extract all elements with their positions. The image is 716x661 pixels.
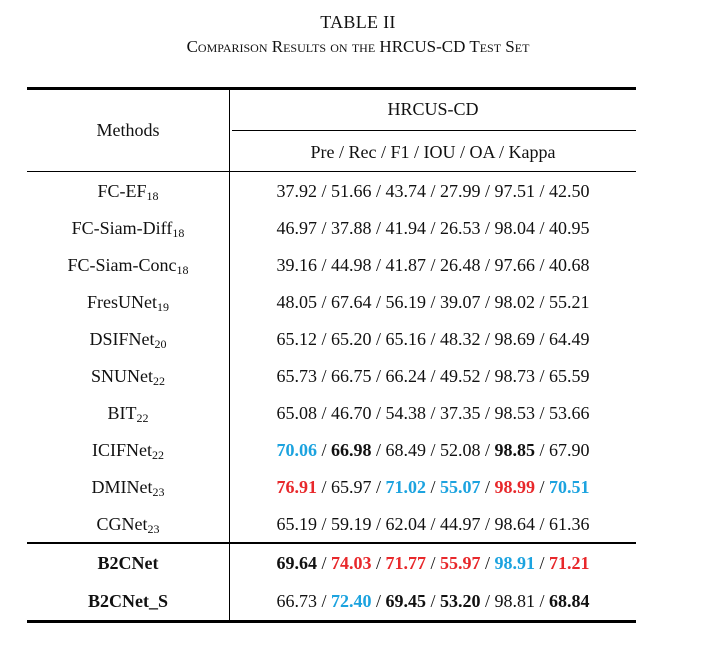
- metric-value: 98.99: [494, 477, 536, 497]
- metric-value: 98.69: [494, 329, 536, 349]
- metric-value: 66.98: [330, 440, 372, 460]
- metric-value: 66.75: [330, 366, 372, 386]
- metric-value: 48.05: [276, 292, 317, 312]
- metric-value: 98.85: [494, 440, 536, 460]
- metric-value: 56.19: [385, 292, 426, 312]
- table-row: [27, 283, 636, 320]
- metric-values: [230, 477, 636, 498]
- metric-values: [230, 181, 636, 202]
- metric-value: 69.45: [385, 591, 426, 611]
- metric-value: 65.08: [276, 403, 317, 423]
- metric-value: 37.35: [440, 403, 481, 423]
- metric-value: 52.08: [440, 440, 481, 460]
- method-name: [27, 329, 229, 352]
- metric-value: 65.19: [276, 514, 317, 534]
- value-separator: /: [316, 255, 331, 275]
- metric-value: 41.94: [385, 218, 426, 238]
- metric-value: 43.74: [385, 181, 426, 201]
- metric-value: 98.81: [494, 591, 536, 611]
- metric-value: 44.97: [440, 514, 481, 534]
- metric-values: [230, 329, 636, 350]
- metric-value: 65.97: [330, 477, 372, 497]
- method-label: FC-Siam-Diff: [71, 218, 173, 238]
- method-name: [27, 181, 229, 204]
- value-separator: /: [316, 181, 331, 201]
- metric-value: 65.59: [549, 366, 590, 386]
- metric-value: 26.48: [440, 255, 481, 275]
- value-separator: /: [425, 553, 440, 573]
- metric-value: 69.64: [276, 553, 317, 573]
- method-label: SNUNet: [91, 366, 153, 386]
- table-row: [27, 505, 636, 542]
- method-label: BIT: [107, 403, 137, 423]
- method-year: 18: [172, 226, 185, 240]
- metric-value: 44.98: [330, 255, 372, 275]
- method-year: 19: [157, 300, 169, 314]
- value-separator: /: [316, 440, 331, 460]
- method-label: FC-Siam-Conc: [67, 255, 177, 275]
- metric-value: 65.20: [330, 329, 372, 349]
- table-row: [27, 209, 636, 246]
- value-separator: /: [535, 329, 550, 349]
- value-separator: /: [535, 477, 550, 497]
- metric-value: 40.95: [549, 218, 590, 238]
- value-separator: /: [425, 477, 440, 497]
- value-separator: /: [480, 292, 495, 312]
- metric-value: 70.51: [549, 477, 590, 497]
- metric-value: 55.97: [440, 553, 481, 573]
- metric-values: [230, 514, 636, 535]
- metric-value: 71.02: [385, 477, 426, 497]
- metric-value: 68.49: [385, 440, 426, 460]
- value-separator: /: [371, 403, 386, 423]
- metric-values: [230, 403, 636, 424]
- value-separator: /: [425, 591, 440, 611]
- bottom-rule: [27, 620, 636, 623]
- value-separator: /: [425, 440, 440, 460]
- metric-value: 65.16: [385, 329, 426, 349]
- value-separator: /: [535, 292, 550, 312]
- methods-header: Methods: [96, 120, 160, 140]
- value-separator: /: [316, 591, 331, 611]
- metric-value: 51.66: [330, 181, 372, 201]
- metric-value: 70.06: [276, 440, 317, 460]
- table-row: [27, 468, 636, 505]
- metric-value: 49.52: [440, 366, 481, 386]
- method-name: [27, 403, 229, 426]
- metric-value: 98.53: [494, 403, 536, 423]
- metric-value: 42.50: [549, 181, 590, 201]
- metric-value: 53.20: [440, 591, 481, 611]
- method-label: DSIFNet: [89, 329, 155, 349]
- value-separator: /: [535, 181, 550, 201]
- value-separator: /: [480, 403, 495, 423]
- metric-values: [230, 440, 636, 461]
- metric-value: 41.87: [385, 255, 426, 275]
- metric-value: 64.49: [549, 329, 590, 349]
- metric-value: 76.91: [276, 477, 317, 497]
- metric-value: 37.88: [330, 218, 372, 238]
- method-name: [27, 366, 229, 389]
- value-separator: /: [371, 181, 386, 201]
- metric-value: 98.04: [494, 218, 536, 238]
- metric-value: 39.16: [276, 255, 317, 275]
- method-year: 22: [153, 374, 165, 388]
- metric-value: 61.36: [549, 514, 590, 534]
- metric-value: 54.38: [385, 403, 426, 423]
- method-year: 23: [147, 522, 160, 536]
- value-separator: /: [425, 218, 440, 238]
- table-row: [27, 582, 636, 619]
- table-subtitle: Comparison Results on the HRCUS-CD Test Set: [186, 37, 530, 56]
- value-separator: /: [535, 440, 550, 460]
- metric-value: 66.24: [385, 366, 426, 386]
- value-separator: /: [316, 329, 331, 349]
- metric-value: 98.02: [494, 292, 536, 312]
- metric-value: 53.66: [549, 403, 590, 423]
- value-separator: /: [316, 366, 331, 386]
- value-separator: /: [425, 181, 440, 201]
- header-inner-rule: [232, 130, 636, 131]
- value-separator: /: [425, 366, 440, 386]
- method-name: [27, 218, 229, 241]
- metric-value: 71.77: [385, 553, 426, 573]
- method-label: CGNet: [96, 514, 148, 534]
- value-separator: /: [316, 403, 331, 423]
- value-separator: /: [425, 403, 440, 423]
- method-year: 23: [152, 485, 165, 499]
- method-name: [27, 514, 229, 537]
- value-separator: /: [425, 255, 440, 275]
- metric-values: [230, 553, 636, 574]
- method-name: [27, 553, 229, 574]
- metric-values: [230, 366, 636, 387]
- value-separator: /: [535, 553, 550, 573]
- value-separator: /: [480, 440, 495, 460]
- table-row: [27, 357, 636, 394]
- value-separator: /: [316, 553, 331, 573]
- value-separator: /: [371, 329, 386, 349]
- value-separator: /: [480, 514, 495, 534]
- method-year: 18: [146, 189, 159, 203]
- metric-value: 67.64: [330, 292, 372, 312]
- metric-values: [230, 292, 636, 313]
- metric-value: 68.84: [549, 591, 590, 611]
- table-row: [27, 544, 636, 581]
- metric-values: [230, 591, 636, 612]
- metric-value: 59.19: [330, 514, 372, 534]
- metric-value: 98.64: [494, 514, 536, 534]
- value-separator: /: [480, 329, 495, 349]
- value-separator: /: [535, 514, 550, 534]
- value-separator: /: [480, 218, 495, 238]
- value-separator: /: [480, 477, 495, 497]
- method-label: FC-EF: [97, 181, 147, 201]
- value-separator: /: [425, 329, 440, 349]
- table-row: [27, 431, 636, 468]
- value-separator: /: [371, 553, 386, 573]
- metric-value: 71.21: [549, 553, 590, 573]
- metric-value: 48.32: [440, 329, 481, 349]
- value-separator: /: [316, 292, 331, 312]
- metric-value: 72.40: [330, 591, 372, 611]
- table-row: [27, 394, 636, 431]
- metric-value: 27.99: [440, 181, 481, 201]
- metric-value: 67.90: [549, 440, 590, 460]
- value-separator: /: [371, 477, 386, 497]
- metric-value: 55.07: [440, 477, 481, 497]
- value-separator: /: [371, 366, 386, 386]
- value-separator: /: [535, 218, 550, 238]
- metric-value: 97.51: [494, 181, 536, 201]
- metric-values: [230, 255, 636, 276]
- method-name: [27, 440, 229, 463]
- table-row: [27, 246, 636, 283]
- value-separator: /: [535, 591, 550, 611]
- value-separator: /: [371, 292, 386, 312]
- metric-value: 55.21: [549, 292, 590, 312]
- method-name: [27, 255, 229, 278]
- metric-value: 46.70: [330, 403, 372, 423]
- metric-value: 46.97: [276, 218, 317, 238]
- table-row: [27, 172, 636, 209]
- metric-value: 26.53: [440, 218, 481, 238]
- value-separator: /: [316, 514, 331, 534]
- table-row: [27, 320, 636, 357]
- value-separator: /: [480, 181, 495, 201]
- value-separator: /: [535, 255, 550, 275]
- value-separator: /: [371, 255, 386, 275]
- value-separator: /: [371, 591, 386, 611]
- metric-value: 62.04: [385, 514, 426, 534]
- metric-value: 74.03: [330, 553, 372, 573]
- metric-value: 65.73: [276, 366, 317, 386]
- table-title: TABLE II: [320, 12, 396, 32]
- metric-value: 66.73: [276, 591, 317, 611]
- value-separator: /: [371, 218, 386, 238]
- metric-value: 98.91: [494, 553, 536, 573]
- value-separator: /: [371, 514, 386, 534]
- metrics-header: Pre / Rec / F1 / IOU / OA / Kappa: [310, 142, 556, 162]
- dataset-header: HRCUS-CD: [387, 99, 479, 119]
- value-separator: /: [480, 366, 495, 386]
- value-separator: /: [316, 218, 331, 238]
- value-separator: /: [425, 292, 440, 312]
- metric-value: 39.07: [440, 292, 481, 312]
- method-year: 22: [152, 448, 164, 462]
- value-separator: /: [480, 553, 495, 573]
- method-label: DMINet: [91, 477, 153, 497]
- method-name: [27, 591, 229, 612]
- metric-values: [230, 218, 636, 239]
- value-separator: /: [535, 366, 550, 386]
- value-separator: /: [480, 591, 495, 611]
- method-name: [27, 292, 229, 315]
- method-year: 20: [154, 337, 167, 351]
- metric-value: 98.73: [494, 366, 536, 386]
- method-label: ICIFNet: [92, 440, 152, 460]
- metric-value: 37.92: [276, 181, 317, 201]
- value-separator: /: [316, 477, 331, 497]
- value-separator: /: [480, 255, 495, 275]
- value-separator: /: [535, 403, 550, 423]
- top-rule: [27, 87, 636, 90]
- method-name: [27, 477, 229, 500]
- method-label: FresUNet: [87, 292, 157, 312]
- method-label: B2CNet: [97, 553, 159, 573]
- value-separator: /: [371, 440, 386, 460]
- metric-value: 40.68: [549, 255, 590, 275]
- metric-value: 65.12: [276, 329, 317, 349]
- method-label: B2CNet_S: [88, 591, 168, 611]
- metric-value: 97.66: [494, 255, 536, 275]
- value-separator: /: [425, 514, 440, 534]
- method-year: 22: [136, 411, 149, 425]
- method-year: 18: [176, 263, 189, 277]
